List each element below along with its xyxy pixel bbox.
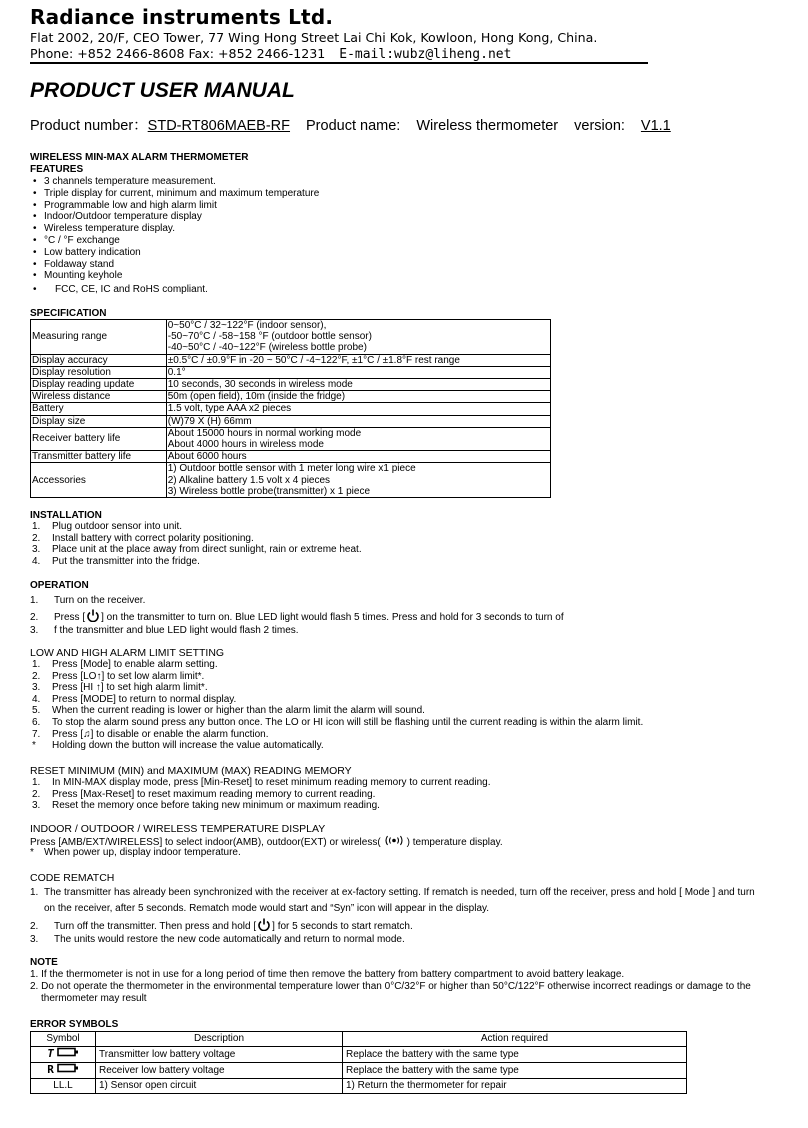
table-row — [31, 379, 551, 391]
table-row — [31, 320, 551, 355]
error-action: Replace the battery with the same type — [343, 1047, 687, 1063]
spec-value-line: 1.5 volt, type AAA x2 pieces — [167, 403, 292, 415]
features-title: WIRELESS MIN-MAX ALARM THERMOMETER — [30, 152, 249, 163]
spec-value — [166, 354, 550, 366]
list-item — [30, 544, 362, 556]
features-last-item: • FCC, CE, IC and RoHS compliant. — [33, 284, 208, 295]
spec-value — [166, 366, 550, 378]
item-text: Press [LO↑] to set low alarm limit*. — [52, 670, 205, 682]
battery-icon — [57, 1063, 79, 1078]
product-line — [30, 114, 671, 135]
item-number: 6. — [32, 716, 41, 728]
item-text: Press [Mode] to enable alarm setting. — [52, 659, 218, 670]
battery-icon — [57, 1047, 79, 1062]
spec-value-line: About 6000 hours — [167, 451, 247, 463]
spec-value — [166, 451, 550, 463]
list-item — [30, 789, 491, 801]
list-item — [30, 533, 362, 545]
display-heading: INDOOR / OUTDOOR / WIRELESS TEMPERATURE DISPLAY — [30, 823, 326, 835]
list-item — [30, 777, 491, 789]
power-icon — [85, 609, 101, 626]
table-row — [31, 391, 551, 403]
item-number: 2. — [32, 788, 41, 800]
page-title: PRODUCT USER MANUAL — [30, 79, 295, 102]
header-rule — [30, 62, 648, 64]
spec-value-line: About 15000 hours in normal working mode — [167, 427, 362, 439]
item-number: 2. — [32, 532, 41, 544]
item-text: In MIN-MAX display mode, press [Min-Reset] to reset minimum reading memory to current reading. — [52, 777, 491, 788]
list-item: • Wireless temperature display. — [30, 223, 319, 235]
table-row — [31, 1047, 687, 1063]
receiver-battery-symbol: R — [31, 1063, 96, 1079]
wireless-icon — [381, 835, 407, 850]
product-number: STD-RT806MAEB-RF — [147, 118, 291, 134]
spec-value — [166, 427, 550, 450]
features-heading: FEATURES — [30, 164, 84, 175]
list-item: • 3 channels temperature measurement. — [30, 176, 319, 188]
list-item — [30, 556, 362, 568]
item-text: Reset the memory once before taking new minimum or maximum reading. — [52, 800, 380, 812]
list-item — [30, 705, 643, 717]
list-item — [30, 729, 643, 741]
list-item: • Foldaway stand — [30, 259, 319, 271]
item-text: Press [HI ↑] to set high alarm limit*. — [52, 682, 208, 694]
item-number: 7. — [32, 728, 41, 740]
spec-value-line: -40~50°C / -40~122°F (wireless bottle probe) — [167, 342, 367, 354]
list-item: • Programmable low and high alarm limit — [30, 200, 319, 212]
operation-item-2: 2. Press [ ] on the transmitter to turn on. Blue LED light would flash 5 times. Press and hold for 3 seconds to turn of — [30, 609, 564, 626]
error-description: 1) Sensor open circuit — [96, 1079, 343, 1094]
version-label: version: — [574, 118, 625, 134]
spec-value-line: ±0.5°C / ±0.9°F in -20 ~ 50°C / -4~122°F, ±1°C / ±1.8°F rest range — [167, 354, 460, 366]
item-number: 3. — [32, 544, 41, 556]
spec-value-line: 2) Alkaline battery 1.5 volt x 4 pieces — [167, 474, 331, 486]
rematch-item-2: 2. Turn off the transmitter. Then press and hold [ ] for 5 seconds to start rematch. — [30, 918, 413, 935]
error-description: Receiver low battery voltage — [96, 1063, 343, 1079]
operation-heading: OPERATION — [30, 580, 89, 591]
note-item-2-cont: thermometer may result — [41, 993, 147, 1004]
item-number: 4. — [32, 555, 41, 567]
operation-item-1: 1. Turn on the receiver. — [30, 595, 146, 606]
company-contact — [30, 46, 511, 62]
col-symbol: Symbol — [31, 1032, 96, 1047]
spec-label: Measuring range — [31, 320, 167, 355]
spec-value-line: About 4000 hours in wireless mode — [167, 439, 324, 451]
features-list — [30, 176, 319, 282]
item-text: Press [♫] to disable or enable the alarm function. — [52, 728, 269, 740]
note-heading: NOTE — [30, 957, 58, 968]
spec-value — [166, 379, 550, 391]
reset-heading: RESET MINIMUM (MIN) and MAXIMUM (MAX) READING MEMORY — [30, 765, 352, 777]
rematch-item-1: 1. The transmitter has already been synchronized with the receiver at ex-factory setting. If rematch is needed, turn off the receiver, press and hold [ Mode ] and turn — [30, 887, 755, 898]
spec-value — [166, 403, 550, 415]
note-item-1: 1. If the thermometer is not in use for a long period of time then remove the battery from battery compartment to avoid battery leakage. — [30, 969, 625, 980]
list-item — [30, 682, 643, 694]
spec-label: Battery — [31, 403, 167, 415]
list-item: • Low battery indication — [30, 247, 319, 259]
error-action: 1) Return the thermometer for repair — [343, 1079, 687, 1094]
spec-value-line: 1) Outdoor bottle sensor with 1 meter long wire x1 piece — [167, 463, 416, 475]
list-item — [30, 694, 643, 706]
table-row — [31, 403, 551, 415]
errors-heading: ERROR SYMBOLS — [30, 1019, 119, 1030]
transmitter-battery-symbol: T — [31, 1047, 96, 1063]
item-number: * — [32, 740, 36, 752]
list-item: • Triple display for current, minimum and maximum temperature — [30, 188, 319, 200]
spec-label: Wireless distance — [31, 391, 167, 403]
company-name: Radiance instruments Ltd. — [30, 5, 334, 29]
error-description: Transmitter low battery voltage — [96, 1047, 343, 1063]
version-value: V1.1 — [640, 118, 671, 134]
error-table — [30, 1031, 687, 1094]
item-number: 1. — [32, 521, 41, 532]
reset-list — [30, 777, 491, 812]
spec-value-line: 3) Wireless bottle probe(transmitter) x 1 piece — [167, 485, 371, 497]
error-action: Replace the battery with the same type — [343, 1063, 687, 1079]
spec-label: Display reading update — [31, 379, 167, 391]
open-circuit-symbol: LL.L — [31, 1079, 96, 1094]
display-line-1: Press [AMB/EXT/WIRELESS] to select indoor(AMB), outdoor(EXT) or wireless( ) temperature display. — [30, 835, 503, 850]
list-item: • Indoor/Outdoor temperature display — [30, 211, 319, 223]
list-item — [30, 717, 643, 729]
phone-fax: Phone: +852 2466-8608 Fax: +852 2466-1231 — [30, 46, 326, 61]
list-item — [30, 800, 491, 812]
table-row — [31, 427, 551, 450]
item-number: 3. — [32, 800, 41, 812]
item-text: Press [MODE] to return to normal display. — [52, 693, 237, 705]
table-row — [31, 451, 551, 463]
spec-value — [166, 320, 550, 355]
item-text: Plug outdoor sensor into unit. — [52, 521, 183, 532]
product-name: Wireless thermometer — [416, 118, 559, 134]
item-number: 5. — [32, 705, 41, 717]
spec-heading: SPECIFICATION — [30, 308, 107, 319]
col-action: Action required — [343, 1032, 687, 1047]
item-text: Press [Max-Reset] to reset maximum reading memory to current reading. — [52, 788, 376, 800]
item-number: 2. — [32, 670, 41, 682]
spec-value — [166, 415, 550, 427]
note-item-2: 2. Do not operate the thermometer in the environmental temperature lower than 0°C/32°F or higher than 50°C/122°F otherwise incorrect readings or damage to the — [30, 981, 751, 992]
spec-table — [30, 319, 551, 498]
item-text: To stop the alarm sound press any button once. The LO or HI icon will still be flashing until the current reading is within the alarm limit. — [52, 716, 644, 728]
rematch-item-1-cont: on the receiver, after 5 seconds. Rematch mode would start and “Syn” icon will appear in the display. — [44, 903, 490, 914]
spec-value-line: (W)79 X (H) 66mm — [167, 415, 252, 427]
rematch-item-3: 3. The units would restore the new code automatically and return to normal mode. — [30, 934, 405, 945]
item-number: 4. — [32, 693, 41, 705]
item-number: 3. — [32, 682, 41, 694]
list-item — [30, 659, 643, 671]
alarm-heading: LOW AND HIGH ALARM LIMIT SETTING — [30, 647, 225, 659]
list-item — [30, 740, 643, 752]
table-row — [31, 366, 551, 378]
item-text: Holding down the button will increase the value automatically. — [52, 740, 324, 752]
installation-list — [30, 521, 362, 567]
rematch-heading: CODE REMATCH — [30, 872, 115, 884]
table-row — [31, 415, 551, 427]
item-text: When the current reading is lower or higher than the alarm limit the alarm will sound. — [52, 705, 425, 717]
spec-value-line: 0.1° — [167, 366, 186, 378]
spec-label: Display accuracy — [31, 354, 167, 366]
table-row — [31, 463, 551, 498]
spec-label: Accessories — [31, 463, 167, 498]
list-item: • Mounting keyhole — [30, 270, 319, 282]
list-item — [30, 521, 362, 533]
table-row — [31, 1063, 687, 1079]
table-row — [31, 354, 551, 366]
item-text: Install battery with correct polarity positioning. — [52, 532, 254, 544]
company-email: E-mail:wubz@liheng.net — [339, 47, 512, 62]
alarm-list — [30, 659, 643, 752]
item-number: 1. — [32, 777, 41, 788]
spec-value-line: 0~50°C / 32~122°F (indoor sensor), — [167, 320, 327, 331]
item-text: Put the transmitter into the fridge. — [52, 555, 200, 567]
operation-item-3: 3. f the transmitter and blue LED light would flash 2 times. — [30, 625, 299, 636]
list-item: • °C / °F exchange — [30, 235, 319, 247]
list-item — [30, 671, 643, 683]
col-description: Description — [96, 1032, 343, 1047]
installation-heading: INSTALLATION — [30, 510, 102, 521]
spec-value-line: -50~70°C / -58~158 °F (outdoor bottle sensor) — [167, 331, 372, 343]
company-address: Flat 2002, 20/F, CEO Tower, 77 Wing Hong Street Lai Chi Kok, Kowloon, Hong Kong, China. — [30, 30, 598, 45]
spec-value — [166, 463, 550, 498]
item-number: 1. — [32, 659, 41, 670]
spec-value-line: 50m (open field), 10m (inside the fridge) — [167, 391, 346, 403]
item-text: Place unit at the place away from direct sunlight, rain or extreme heat. — [52, 544, 362, 556]
table-row — [31, 1079, 687, 1094]
error-table-header — [31, 1032, 687, 1047]
spec-label: Receiver battery life — [31, 427, 167, 450]
spec-label: Transmitter battery life — [31, 451, 167, 463]
spec-value-line: 10 seconds, 30 seconds in wireless mode — [167, 379, 353, 391]
spec-value — [166, 391, 550, 403]
spec-label: Display resolution — [31, 366, 167, 378]
product-name-label: Product name: — [306, 118, 401, 134]
spec-label: Display size — [31, 415, 167, 427]
product-number-label: Product number： — [30, 118, 148, 134]
display-note: * When power up, display indoor temperature. — [30, 847, 241, 858]
power-icon — [256, 918, 272, 935]
